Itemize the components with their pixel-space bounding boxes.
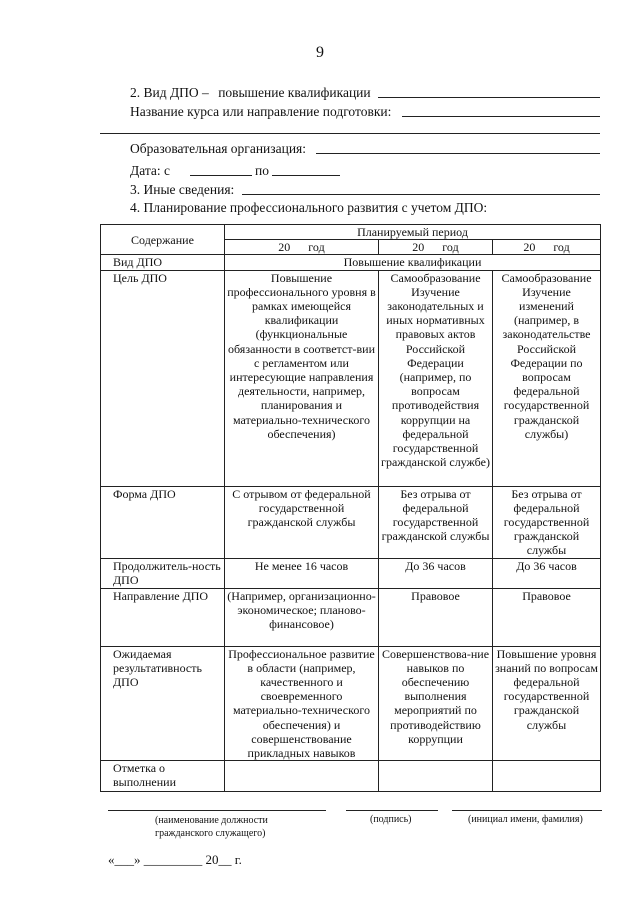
other-info-field[interactable] xyxy=(242,194,600,195)
row-type-merged: Повышение квалификации xyxy=(225,255,601,270)
course-field[interactable] xyxy=(402,116,600,117)
table-row xyxy=(101,588,601,646)
goal-cell-2: Самообразование Изучение законодательных и иных нормативных правовых актов Российской Федерации (например, по вопросам противодействия коррупции на федеральной государственной гражданской службе) xyxy=(379,270,493,486)
content-header: Содержание xyxy=(101,225,225,255)
result-cell-3: Повышение уровня знаний по вопросам федеральной государственной гражданской службы xyxy=(493,646,601,761)
dpo-type-line xyxy=(130,85,371,101)
table-row xyxy=(101,646,601,761)
row-label-result: Ожидаемая результативность ДПО xyxy=(101,646,225,761)
completion-cell-2[interactable] xyxy=(379,761,493,792)
page-number: 9 xyxy=(316,44,324,61)
divider-rule xyxy=(100,133,600,134)
result-cell-2: Совершенствова-ние навыков по обеспечению выполнения мероприятий по противодействию коррупции xyxy=(379,646,493,761)
table-row xyxy=(101,486,601,558)
form-cell-2: Без отрыва от федеральной государственной гражданской службы xyxy=(379,486,493,558)
row-label-duration: Продолжитель-ность ДПО xyxy=(101,558,225,588)
signature-caption: (подпись) xyxy=(370,814,412,825)
completion-cell-1[interactable] xyxy=(225,761,379,792)
dpo-type-value: повышение квалификации xyxy=(218,85,371,100)
date-from-label: Дата: с xyxy=(130,163,171,178)
name-line[interactable] xyxy=(452,810,602,811)
course-label: Название курса или направление подготовки: xyxy=(130,104,392,119)
date-from-field[interactable] xyxy=(190,175,252,176)
direction-cell-2: Правовое xyxy=(379,588,493,646)
table-row xyxy=(101,761,601,792)
planning-table xyxy=(100,224,601,792)
table-row xyxy=(101,255,601,270)
signature-date: «___» _________ 20__ г. xyxy=(108,852,242,867)
name-caption: (инициал имени, фамилия) xyxy=(468,814,583,825)
goal-cell-3: Самообразование Изучение изменений (например, в законодательстве Российской Федерации по вопросам федеральной государственной гражданской службы) xyxy=(493,270,601,486)
direction-cell-1: (Например, организационно-экономическое; планово-финансовое) xyxy=(225,588,379,646)
row-label-completion: Отметка о выполнении xyxy=(101,761,225,792)
table-row xyxy=(101,270,601,486)
result-cell-1: Профессиональное развитие в области (например, качественного и своевременного материально-технического обеспечения) и совершенствование прикладных навыков xyxy=(225,646,379,761)
goal-cell-1: Повышение профессионального уровня в рамках имеющейся квалификации (функциональные обязанности в соответст-вии с регламентом или интересующие направления деятельности, например, планирования и материально-технического обеспечения) xyxy=(225,270,379,486)
section4-title: 4. Планирование профессионального развития с учетом ДПО: xyxy=(130,200,488,215)
year-header-1: 20 год xyxy=(225,240,379,255)
duration-cell-3: До 36 часов xyxy=(493,558,601,588)
form-cell-1: С отрывом от федеральной государственной гражданской службы xyxy=(225,486,379,558)
row-label-direction: Направление ДПО xyxy=(101,588,225,646)
form-cell-3: Без отрыва от федеральной государственной гражданской службы xyxy=(493,486,601,558)
period-header: Планируемый период xyxy=(225,225,601,240)
completion-cell-3[interactable] xyxy=(493,761,601,792)
signature-line[interactable] xyxy=(346,810,438,811)
year-header-2: 20 год xyxy=(379,240,493,255)
date-to-field[interactable] xyxy=(272,175,340,176)
dpo-type-label: 2. Вид ДПО – xyxy=(130,85,209,100)
position-line[interactable] xyxy=(108,810,326,811)
org-field[interactable] xyxy=(316,153,600,154)
table-row xyxy=(101,558,601,588)
dpo-type-underline[interactable] xyxy=(378,97,600,98)
duration-cell-1: Не менее 16 часов xyxy=(225,558,379,588)
direction-cell-3: Правовое xyxy=(493,588,601,646)
other-info-label: 3. Иные сведения: xyxy=(130,182,235,197)
row-label-goal: Цель ДПО xyxy=(101,270,225,486)
row-label-form: Форма ДПО xyxy=(101,486,225,558)
position-caption: (наименование должности гражданского служащего) xyxy=(155,815,268,839)
date-to-label: по xyxy=(255,163,269,178)
row-label-type: Вид ДПО xyxy=(101,255,225,270)
org-label: Образовательная организация: xyxy=(130,141,307,156)
year-header-3: 20 год xyxy=(493,240,601,255)
duration-cell-2: До 36 часов xyxy=(379,558,493,588)
